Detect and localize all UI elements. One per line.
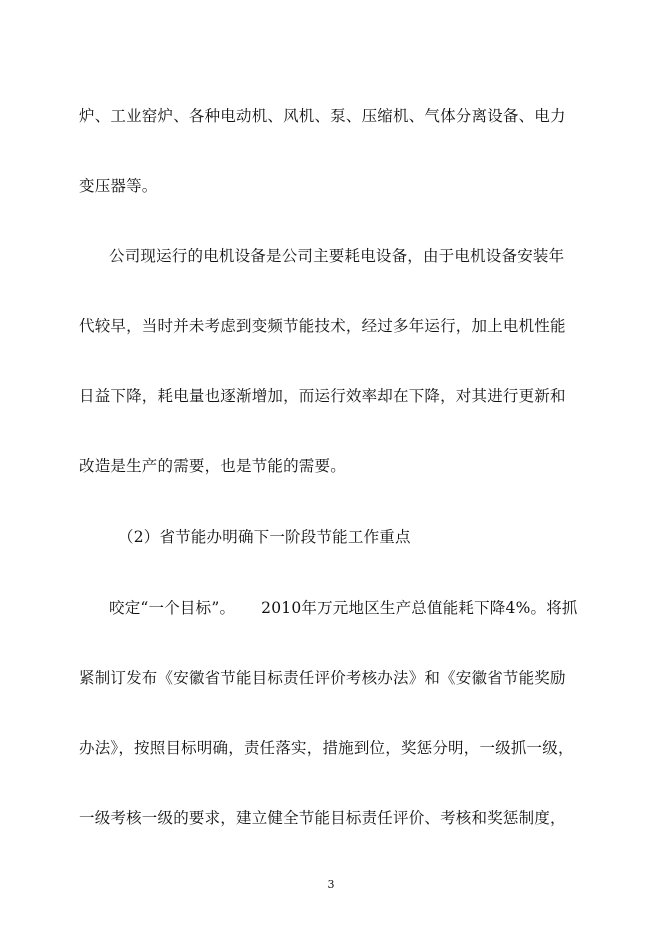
target-detail: 2010年万元地区生产总值能耗下降4%。将抓 (261, 599, 578, 617)
paragraph-start: 公司现运行的电机设备是公司主要耗电设备，由于电机设备安装年 (109, 247, 565, 265)
text-line: 炉、工业窑炉、各种电动机、风机、泵、压缩机、气体分离设备、电力 (79, 107, 566, 125)
target-phrase: 咬定“一个目标”。 (109, 599, 236, 617)
text-line: 改造是生产的需要，也是节能的需要。 (79, 457, 346, 475)
text-line: 紧制订发布《安徽省节能目标责任评价考核办法》和《安徽省节能奖励 (79, 669, 566, 687)
paragraph-start (109, 598, 578, 618)
section-heading: （2）省节能办明确下一阶段节能工作重点 (118, 528, 411, 546)
text-line: 日益下降，耗电量也逐渐增加，而运行效率却在下降，对其进行更新和 (79, 387, 566, 405)
page-number: 3 (327, 878, 335, 891)
text-line: 代较早，当时并未考虑到变频节能技术，经过多年运行，加上电机性能 (79, 317, 566, 335)
text-line: 变压器等。 (79, 177, 158, 195)
text-line: 办法》，按照目标明确，责任落实，措施到位，奖惩分明，一级抓一级， (79, 739, 574, 757)
text-line: 一级考核一级的要求，建立健全节能目标责任评价、考核和奖惩制度， (79, 809, 566, 827)
